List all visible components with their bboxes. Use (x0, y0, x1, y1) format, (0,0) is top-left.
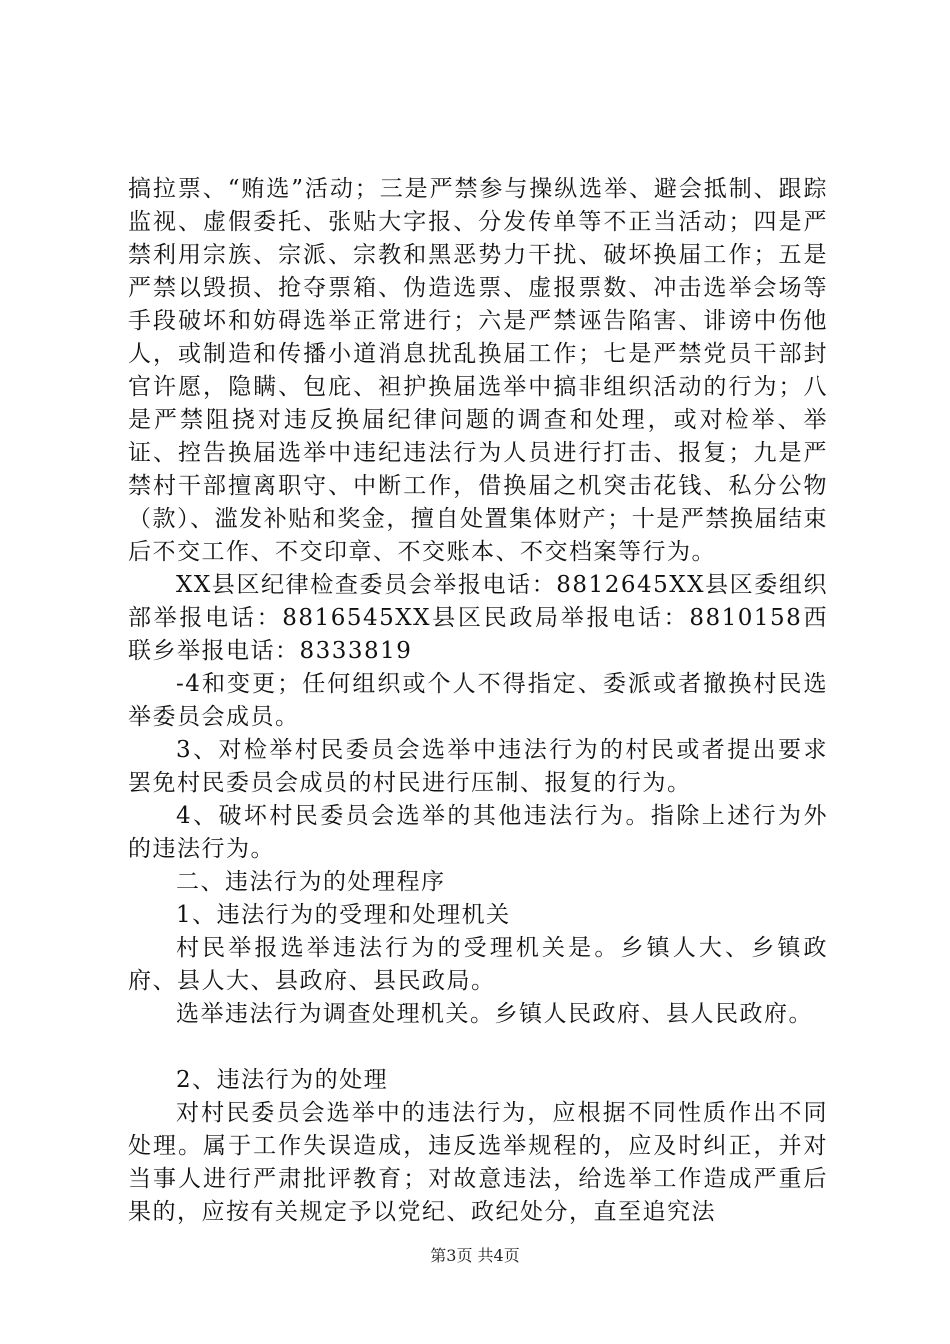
paragraph-handling: 对村民委员会选举中的违法行为，应根据不同性质作出不同处理。属于工作失误造成，违反选举规程的，应及时纠正，并对当事人进行严肃批评教育；对故意违法，给选举工作造成严重后果的，应按有关规定予以党纪、政纪处分，直至追究法 (128, 1100, 828, 1225)
section-heading-procedure: 二、违法行为的处理程序 (176, 869, 446, 895)
paragraph-investigating-authorities: 选举违法行为调查处理机关。乡镇人民政府、县人民政府。 (176, 1001, 813, 1027)
subheading-authorities: 1、违法行为的受理和处理机关 (176, 902, 511, 928)
paragraph-item-4: 4、破坏村民委员会选举的其他违法行为。指除上述行为外的违法行为。 (128, 803, 828, 862)
paragraph-item-3: 3、对检举村民委员会选举中违法行为的村民或者提出要求罢免村民委员会成员的村民进行压制、报复的行为。 (128, 737, 828, 796)
paragraph-prohibitions: 搞拉票、“贿选”活动；三是严禁参与操纵选举、避会抵制、跟踪监视、虚假委托、张贴大字报、分发传单等不正当活动；四是严禁利用宗族、宗派、宗教和黑恶势力干扰、破坏换届工作；五是严禁以毁损、抢夺票箱、伪造选票、虚报票数、冲击选举会场等手段破坏和妨碍选举正常进行；六是严禁诬告陷害、诽谤中伤他人，或制造和传播小道消息扰乱换届工作；七是严禁党员干部封官许愿，隐瞒、包庇、袒护换届选举中搞非组织活动的行为；八是严禁阻挠对违反换届纪律问题的调查和处理，或对检举、举证、控告换届选举中违纪违法行为人员进行打击、报复；九是严禁村干部擅离职守、中断工作，借换届之机突击花钱、私分公物（款）、滥发补贴和奖金，擅自处置集体财产；十是严禁换届结束后不交工作、不交印章、不交账本、不交档案等行为。 (128, 176, 828, 565)
paragraph-report-phones: XX县区纪律检查委员会举报电话：8812645XX县区委组织部举报电话：8816545XX县区民政局举报电话：8810158西联乡举报电话：8333819 (128, 572, 828, 664)
page-number-footer: 第3页 共4页 (430, 1246, 520, 1265)
paragraph-accepting-authorities: 村民举报选举违法行为的受理机关是。乡镇人大、乡镇政府、县人大、县政府、县民政局。 (128, 935, 828, 994)
paragraph-election-committee: -4和变更；任何组织或个人不得指定、委派或者撤换村民选举委员会成员。 (128, 671, 828, 730)
document-body (128, 173, 828, 1229)
paragraph-spacer (128, 1031, 828, 1064)
subheading-handling: 2、违法行为的处理 (176, 1067, 389, 1093)
